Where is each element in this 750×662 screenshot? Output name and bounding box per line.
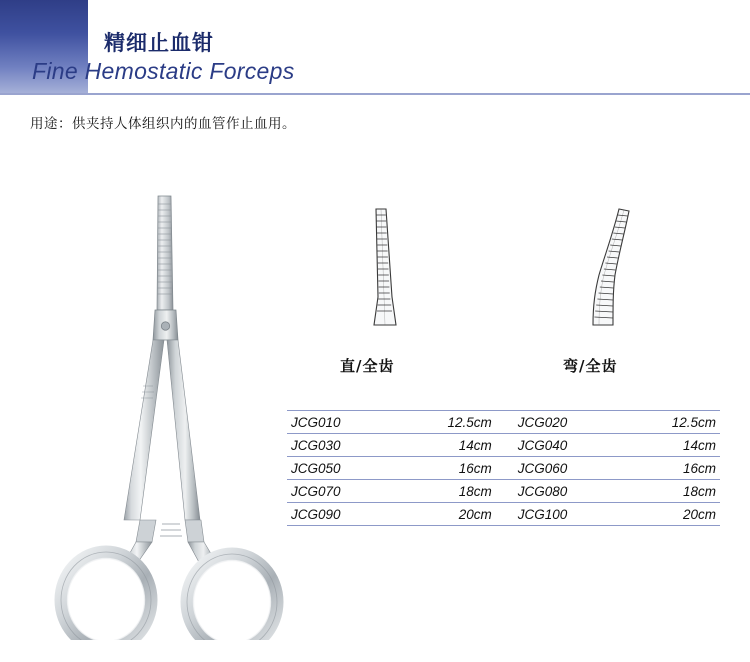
model-size-curved: 20cm	[626, 503, 720, 526]
table-row	[287, 480, 720, 503]
table-row	[287, 411, 720, 434]
model-code-straight: JCG030	[287, 434, 400, 457]
table-row	[287, 503, 720, 526]
page-header	[0, 0, 750, 95]
model-code-curved: JCG100	[510, 503, 627, 526]
header-divider	[0, 93, 750, 95]
model-size-curved: 12.5cm	[626, 411, 720, 434]
table-row	[287, 457, 720, 480]
straight-tip-caption: 直/全齿	[340, 357, 395, 375]
product-photo	[40, 190, 290, 640]
model-code-straight: JCG070	[287, 480, 400, 503]
page-title-english: Fine Hemostatic Forceps	[32, 58, 295, 84]
specification-table	[287, 410, 720, 526]
page-title-chinese: 精细止血钳	[104, 31, 214, 55]
model-size-straight: 16cm	[400, 457, 510, 480]
model-code-curved: JCG060	[510, 457, 627, 480]
model-size-straight: 20cm	[400, 503, 510, 526]
model-size-curved: 18cm	[626, 480, 720, 503]
model-size-straight: 14cm	[400, 434, 510, 457]
usage-description: 用途：供夹持人体组织内的血管作止血用。	[30, 116, 296, 132]
model-size-curved: 14cm	[626, 434, 720, 457]
specification-table-body	[287, 411, 720, 526]
model-size-straight: 18cm	[400, 480, 510, 503]
model-size-curved: 16cm	[626, 457, 720, 480]
table-row	[287, 434, 720, 457]
model-code-curved: JCG020	[510, 411, 627, 434]
straight-tip-illustration	[330, 205, 440, 345]
model-code-straight: JCG010	[287, 411, 400, 434]
curved-tip-illustration	[555, 205, 665, 345]
model-code-straight: JCG050	[287, 457, 400, 480]
model-size-straight: 12.5cm	[400, 411, 510, 434]
model-code-curved: JCG080	[510, 480, 627, 503]
curved-tip-caption: 弯/全齿	[563, 357, 618, 375]
model-code-straight: JCG090	[287, 503, 400, 526]
model-code-curved: JCG040	[510, 434, 627, 457]
